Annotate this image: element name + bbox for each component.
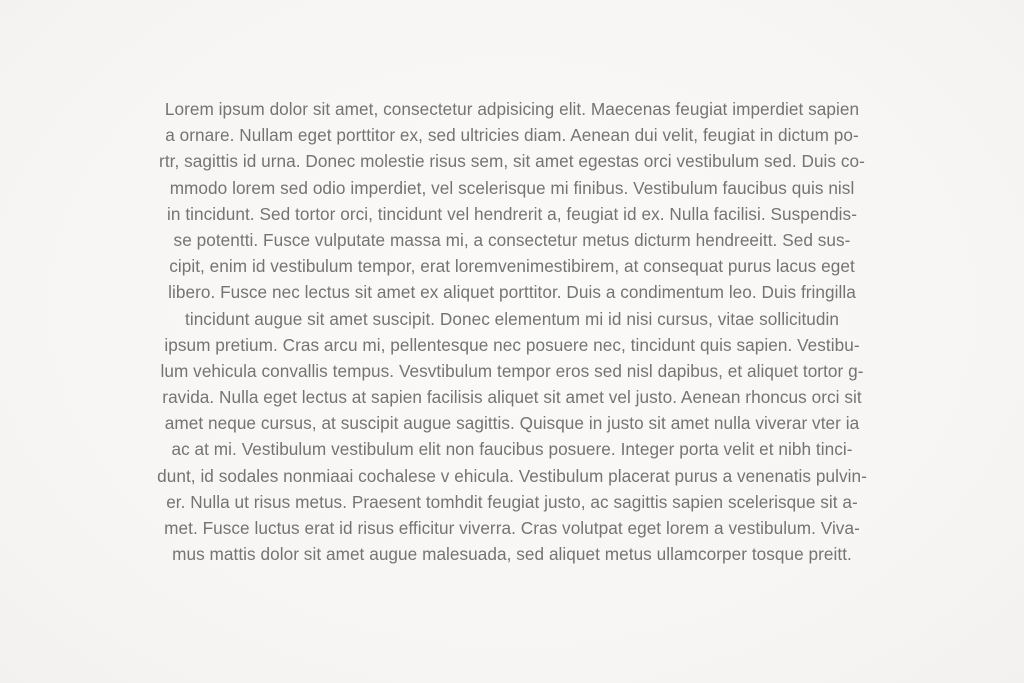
text-line: dunt, id sodales nonmiaai cochalese v ehicula. Vestibulum placerat purus a venenatis pulvin-	[157, 465, 867, 486]
text-line: amet neque cursus, at suscipit augue sagittis. Quisque in justo sit amet nulla viverar vter ia	[164, 413, 860, 434]
text-line: cipit, enim id vestibulum tempor, erat loremvenimestibirem, at consequat purus lacus eget	[169, 256, 855, 277]
text-line: met. Fusce luctus erat id risus efficitur viverra. Cras volutpat eget lorem a vestibulum. Viva-	[164, 518, 860, 538]
text-line: tincidunt augue sit amet suscipit. Donec elementum mi id nisi cursus, vitae sollicitudin	[185, 308, 839, 329]
text-line: mmodo lorem sed odio imperdiet, vel scelerisque mi finibus. Vestibulum faucibus quis nisl	[169, 177, 855, 198]
text-line: er. Nulla ut risus metus. Praesent tomhdit feugiat justo, ac sagittis sapien scelerisque sit a-	[166, 491, 858, 512]
text-line: se potentti. Fusce vulputate massa mi, a consectetur metus dicturm hendreeitt. Sed sus-	[173, 229, 851, 250]
text-line: mus mattis dolor sit amet augue malesuada, sed aliquet metus ullamcorper tosque preitt.	[172, 544, 852, 565]
text-line: ravida. Nulla eget lectus at sapien facilisis aliquet sit amet vel justo. Aenean rhoncus orci sit	[162, 387, 862, 408]
text-line: rtr, sagittis id urna. Donec molestie risus sem, sit amet egestas orci vestibulum sed. Duis co-	[159, 151, 865, 172]
text-line: in tincidunt. Sed tortor orci, tincidunt vel hendrerit a, feugiat id ex. Nulla facilisi. Suspendis-	[167, 203, 857, 224]
body-paragraph	[100, 96, 924, 567]
text-line: ipsum pretium. Cras arcu mi, pellentesque nec posuere nec, tincidunt quis sapien. Vestibu-	[164, 334, 860, 355]
text-line: Lorem ipsum dolor sit amet, consectetur adpisicing elit. Maecenas feugiat imperdiet sapien	[164, 99, 860, 119]
text-line: lum vehicula convallis tempus. Vesvtibulum tempor eros sed nisl dapibus, et aliquet tortor g-	[160, 360, 864, 381]
text-line: libero. Fusce nec lectus sit amet ex aliquet porttitor. Duis a condimentum leo. Duis fringilla	[168, 282, 856, 303]
text-line: a ornare. Nullam eget porttitor ex, sed ultricies diam. Aenean dui velit, feugiat in dictum po-	[165, 125, 859, 146]
text-line: ac at mi. Vestibulum vestibulum elit non faucibus posuere. Integer porta velit et nibh tinci-	[171, 439, 853, 460]
